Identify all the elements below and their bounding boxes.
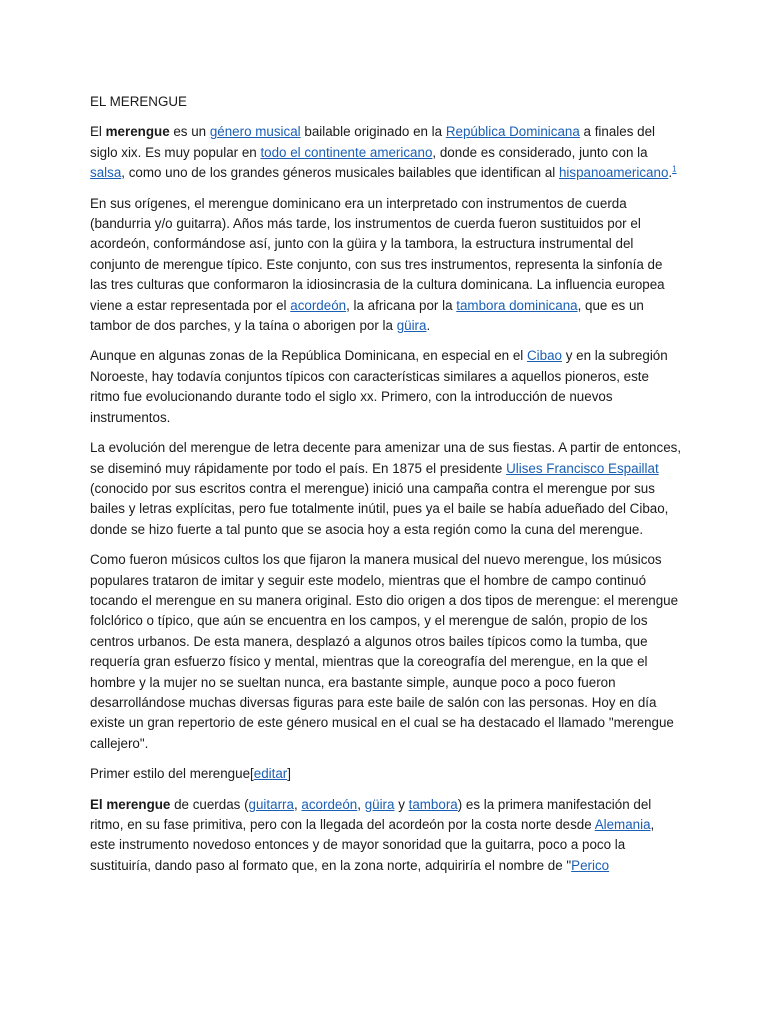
link-tambora-dominicana[interactable]: tambora dominicana — [456, 297, 578, 313]
link-continente-americano[interactable]: todo el continente americano — [260, 144, 433, 160]
paragraph-types — [90, 550, 682, 754]
paragraph-intro — [90, 122, 682, 183]
text: Como fueron músicos cultos los que fijaron la manera musical del nuevo merengue, los músicos populares trataron de imitar y seguir este modelo, mientras que el hombre de campo continuó tocando el merengue en su manera original. Esto dio origen a dos tipos de merengue: el merengue folclórico o típico, que aún se encuentra en los campos, y el merengue de salón, propio de los centros urbanos. De esta manera, desplazó a algunos otros bailes típicos como la tumba, que requería gran esfuerzo físico y mental, mientras que la coreografía del merengue, en la que el hombre y la mujer no se sueltan nunca, era bastante simple, aunque poco a poco fueron desarrollándose muchas diversas figuras para este baile de salón con las personas. Hoy en día existe un gran repertorio de este género musical en el cual se ha destacado el llamado "merengue callejero". — [90, 552, 679, 751]
text: , como uno de los grandes géneros musicales bailables que identifican al — [121, 165, 559, 181]
text: . — [668, 165, 673, 181]
text: es un — [169, 124, 210, 140]
bold-term: merengue — [105, 124, 170, 140]
paragraph-regions — [90, 346, 682, 428]
link-cibao[interactable]: Cibao — [526, 348, 562, 364]
link-alemania[interactable]: Alemania — [594, 817, 651, 832]
text: y en la subregión Noroeste, hay todavía conjuntos típicos con características similares a aquellos pioneros, este ritmo fue evolucionando durante todo el siglo xx. Primero, con la introducción de nuevos instrumentos. — [90, 348, 668, 425]
text: La evolución del merengue de letra decente para amenizar una de sus fiestas. A partir de entonces, se diseminó muy rápidamente por todo el país. En 1875 el presidente — [90, 440, 682, 476]
section-heading — [90, 764, 682, 784]
link-genero-musical[interactable]: género musical — [209, 124, 301, 140]
link-salsa[interactable]: salsa — [90, 165, 122, 181]
text: En sus orígenes, el merengue dominicano era un interpretado con instrumentos de cuerda (bandurria y/o guitarra). Años más tarde, los instrumentos de cuerda fueron sustituidos por el acordeón, conformándose así, junto con la güira y la tambora, la estructura instrumental del conjunto de merengue típico. Este conjunto, con sus tres instrumentos, representa la sinfonía de las tres culturas que conformaron la idiosincrasia de la cultura dominicana. La influencia europea viene a estar representada por el — [90, 195, 665, 313]
text: , la africana por la — [346, 297, 457, 313]
link-ulises-espaillat[interactable]: Ulises Francisco Espaillat — [506, 460, 659, 476]
edit-link[interactable]: editar — [253, 766, 288, 782]
text: El — [90, 124, 106, 140]
link-hispanoamericano[interactable]: hispanoamericano — [558, 165, 669, 181]
paragraph-evolution — [90, 438, 682, 540]
text: (conocido por sus escritos contra el merengue) inició una campaña contra el merengue por sus bailes y letras explícitas, pero fue totalmente inútil, pues ya el baile se había adueñado del Cibao, donde se hizo fuerte a tal punto que se asocia hoy a esta región como la cuna del merengue. — [90, 480, 669, 537]
bold-term: El merengue — [90, 796, 171, 812]
document-page — [90, 92, 682, 886]
link-guira[interactable]: güira — [364, 796, 395, 812]
link-perico[interactable]: Perico — [571, 857, 610, 873]
text: a finales del siglo xix. Es muy popular en — [90, 124, 656, 160]
footnote-link[interactable]: 1 — [672, 164, 677, 174]
text: de cuerdas ( — [170, 796, 249, 812]
text: ) es la primera manifestación del ritmo, en su fase primitiva, pero con la llegada del acordeón por la costa norte desde — [90, 796, 652, 832]
link-republica-dominicana[interactable]: República Dominicana — [445, 124, 580, 140]
paragraph-first-style — [90, 795, 682, 877]
text: , — [357, 796, 365, 812]
paragraph-origins — [90, 194, 682, 337]
text: , donde es considerado, junto con la — [432, 144, 648, 160]
text: bailable originado en la — [300, 124, 446, 140]
text: ] — [287, 766, 291, 782]
text: y — [394, 796, 409, 812]
document-title: EL MERENGUE — [90, 94, 187, 109]
link-acordeon[interactable]: acordeón — [301, 796, 358, 812]
text: Aunque en algunas zonas de la República Dominicana, en especial en el — [90, 348, 527, 364]
text: , — [293, 796, 302, 812]
text: , que es un tambor de dos parches, y la taína o aborigen por la — [90, 297, 644, 334]
text: . — [426, 318, 431, 334]
text: Primer estilo del merengue[ — [90, 766, 254, 782]
link-acordeon[interactable]: acordeón — [290, 297, 347, 313]
text: , este instrumento novedoso entonces y de mayor sonoridad que la guitarra, poco a poco la sustituiría, dando paso al formato que, en la zona norte, adquiriría el nombre de " — [90, 817, 655, 873]
link-guitarra[interactable]: guitarra — [248, 796, 294, 812]
link-tambora[interactable]: tambora — [408, 796, 458, 812]
link-guira[interactable]: güira — [396, 318, 427, 334]
